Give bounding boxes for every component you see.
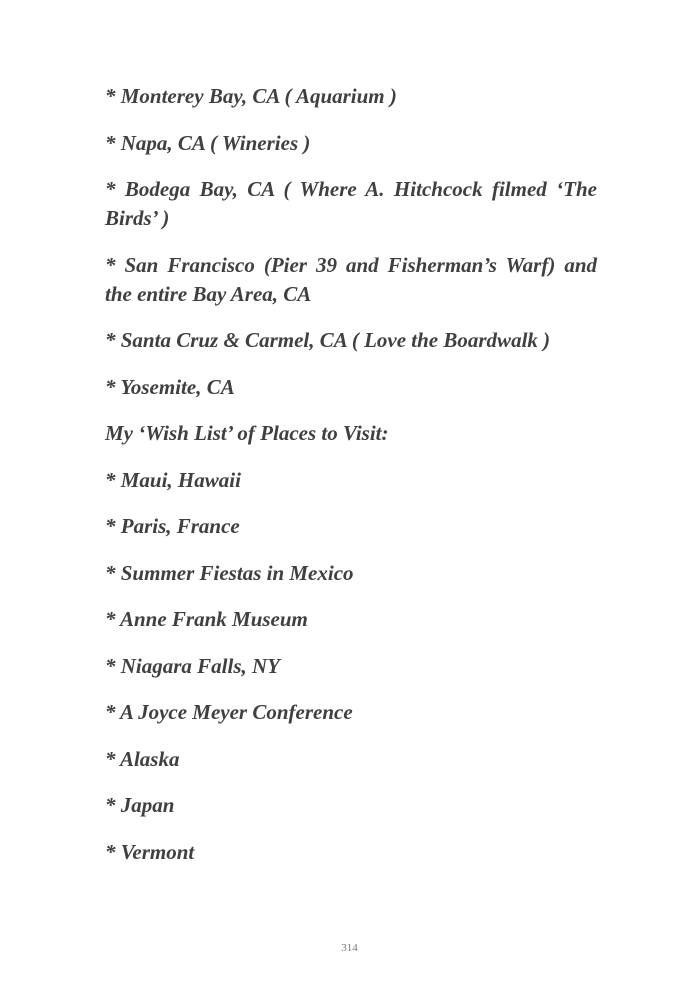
wish-list-item: * Niagara Falls, NY	[105, 653, 281, 678]
page-body	[105, 82, 597, 884]
visited-place-item: * Napa, CA ( Wineries )	[105, 130, 311, 155]
wish-list-item: * Vermont	[105, 839, 195, 864]
wish-list-item: * Anne Frank Museum	[105, 607, 308, 631]
wish-list-heading: My ‘Wish List’ of Places to Visit:	[105, 421, 389, 445]
page-number: 314	[341, 942, 358, 954]
wish-list-item: * Maui, Hawaii	[105, 467, 241, 492]
visited-place-item: * Bodega Bay, CA ( Where A. Hitchcock filmed ‘The Birds’ )	[105, 177, 597, 230]
wish-list-item: * Paris, France	[105, 514, 240, 538]
visited-place-item: * Monterey Bay, CA ( Aquarium )	[105, 84, 397, 108]
wish-list-item: * Japan	[105, 793, 175, 817]
visited-place-item: * Yosemite, CA	[105, 374, 235, 399]
wish-list-item: * Summer Fiestas in Mexico	[105, 560, 354, 585]
wish-list-item: * Alaska	[105, 746, 180, 771]
wish-list-item: * A Joyce Meyer Conference	[105, 700, 353, 724]
visited-place-item: * Santa Cruz & Carmel, CA ( Love the Boardwalk )	[105, 328, 551, 352]
visited-place-item: * San Francisco (Pier 39 and Fisherman’s Warf) and the entire Bay Area, CA	[105, 252, 597, 306]
